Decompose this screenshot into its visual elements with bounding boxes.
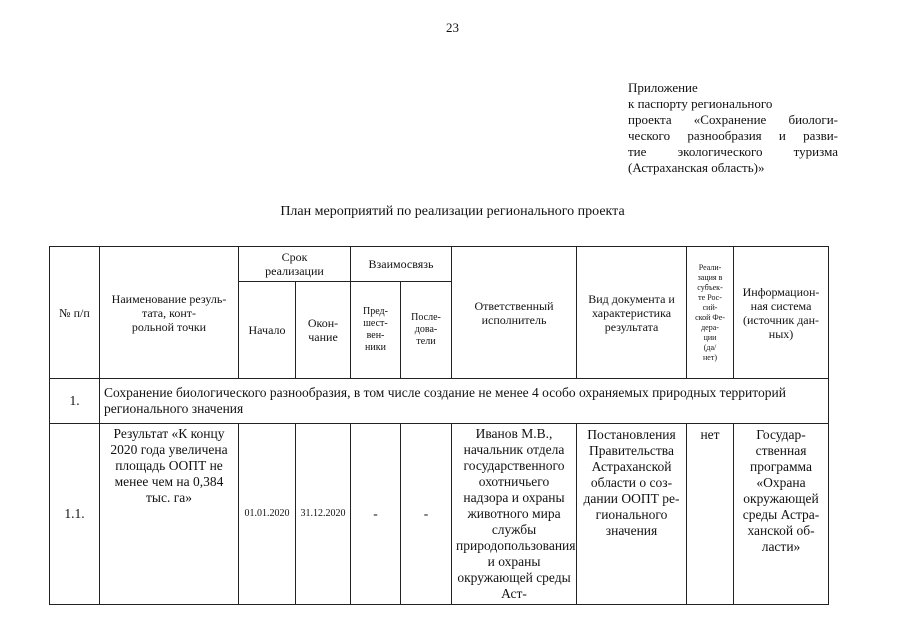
row-predecessors: - [351, 424, 401, 605]
header-num: № п/п [50, 247, 100, 379]
header-relation: Взаимосвязь [351, 247, 452, 282]
page-number: 23 [446, 20, 459, 35]
header-successors: После- дова- тели [401, 282, 452, 379]
header-term: Срок реализации [239, 247, 351, 282]
row-subject: нет [687, 424, 734, 605]
table-row [50, 424, 829, 605]
appendix-line: проекта «Сохранение биологи- [628, 112, 838, 127]
header-info-system: Информацион- ная система (источник дан- ных) [734, 247, 829, 379]
appendix-line: (Астраханская область)» [628, 160, 765, 175]
appendix-line: ческого разнообразия и разви- [628, 128, 838, 143]
row-successors: - [401, 424, 452, 605]
appendix-line: к паспорту регионального [628, 96, 773, 111]
row-start: 01.01.2020 [239, 424, 296, 605]
header-subject: Реали- зация в субъек- те Рос- сий- ской Фе- дера- ции (да/ нет) [687, 247, 734, 379]
row-document: Постановления Правительства Астраханской области о соз- дании ООПТ ре- гионального значения [577, 424, 687, 605]
row-responsible: Иванов М.В., начальник отдела государственного охотничьего надзора и охраны животного мира службы природопользования и охраны окружающей среды Аст- [452, 424, 577, 605]
header-end: Окон- чание [296, 282, 351, 379]
row-info-system: Государ- ственная программа «Охрана окружающей среды Астра- ханской об- ласти» [734, 424, 829, 605]
appendix-note [628, 80, 838, 176]
section-row [50, 379, 829, 424]
row-num: 1.1. [50, 424, 100, 605]
appendix-line: тие экологического туризма [628, 144, 838, 159]
header-row [50, 247, 829, 282]
row-name: Результат «К концу 2020 года увеличена площадь ООПТ не менее чем на 0,384 тыс. га» [100, 424, 239, 605]
section-text: Сохранение биологического разнообразия, в том числе создание не менее 4 особо охраняемых природных территорий регионального значения [100, 379, 829, 424]
plan-table [49, 246, 829, 605]
header-responsible: Ответственный исполнитель [452, 247, 577, 379]
header-predecessors: Пред- шест- вен- ники [351, 282, 401, 379]
header-document: Вид документа и характеристика результата [577, 247, 687, 379]
header-start: Начало [239, 282, 296, 379]
section-num: 1. [50, 379, 100, 424]
appendix-line: Приложение [628, 80, 698, 95]
plan-title: План мероприятий по реализации регионального проекта [280, 204, 625, 219]
header-name: Наименование резуль- тата, конт- рольной точки [100, 247, 239, 379]
row-end: 31.12.2020 [296, 424, 351, 605]
